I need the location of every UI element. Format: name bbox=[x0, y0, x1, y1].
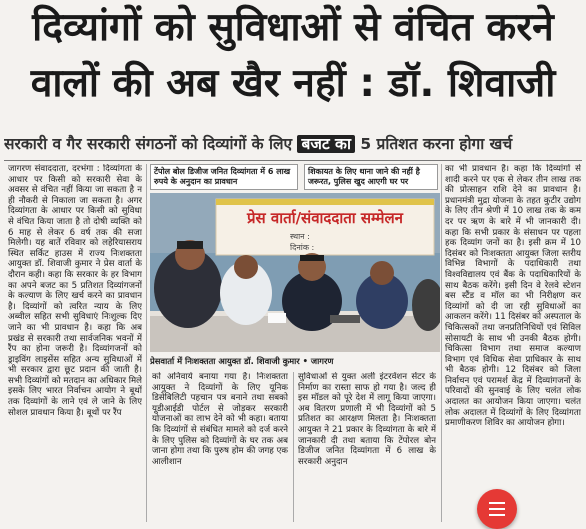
menu-button[interactable] bbox=[477, 489, 517, 529]
fact-box-grant: टेंपोल बोल डिजीज जनित दिव्यांगता में 6 लाख रुपये के अनुदान का प्रावधान bbox=[150, 164, 298, 190]
headline-divider bbox=[4, 160, 582, 161]
banner-date: दिनांक : bbox=[290, 243, 315, 252]
subheadline bbox=[4, 131, 582, 157]
banner-title: प्रेस वार्ता/संवाददाता सम्मेलन bbox=[247, 209, 403, 227]
headline-line-1: दिव्यांगों को सुविधाओं से वंचित करने bbox=[32, 5, 554, 50]
article-column-3 bbox=[298, 372, 436, 522]
fact-box-police: शिकायत के लिए थाना जाने की नहीं है जरूरत, पुलिस खुद आएगी घर पर bbox=[304, 164, 438, 190]
subheadline-text-start: सरकारी व गैर सरकारी संगठनों को दिव्यांगों के लिए bbox=[4, 135, 293, 153]
article-column-2 bbox=[152, 372, 288, 522]
subheadline-highlight: बजट का bbox=[297, 135, 354, 153]
menu-icon bbox=[489, 502, 505, 504]
banner-place: स्थान : bbox=[290, 232, 310, 241]
fact-boxes bbox=[150, 164, 440, 190]
column-divider bbox=[293, 372, 294, 522]
column-divider bbox=[146, 164, 147, 522]
headline-line-2: वालों की अब खैर नहीं : डॉ. शिवाजी bbox=[30, 61, 556, 106]
column-1-text: जागरण संवाददाता, दरभंगा : दिव्यांगता के आधार पर किसी को सरकारी सेवा के अवसर से वंचित नहीं किया जा सकता है न ही नौकरी से निकाला जा सकता है। अगर दिव्यांगता के आधार पर किसी को सुविधा से वंचित किया जाता है तो दोषी व्यक्ति को 6 माह से लेकर 6 वर्ष तक की सजा मिलेगी। यह बातें रविवार को लहेरियासराय स्थित सर्किट हाउस में राज्य निःशक्तता आयुक्त डॉ. शिवाजी कुमार ने प्रेस वार्ता के दौरान कही। कहा कि सरकार के हर विभाग का अपने बजट का 5 प्रतिशत दिव्यांगजनों के कल्याण के लिए खर्च करने का प्रावधान है। दिव्यांगों को त्वरित न्याय के लिए अब्वील सहित सभी सुविधाएं निःशुल्क दिए जाने का भी प्रावधान है। कहा कि अब प्रखंड से सरकारी तथा सार्वजनिक भवनों में रैंप का होना जरूरी है। दिव्यांगजनों को ड्राइविंग लाइसेंस सहित अन्य सुविधाओं में भी सरकार द्वारा छूट प्रदान की जाती है। सभी दिव्यांगों को मतदान का अधिकार मिले इसके लिए भारत निर्वाचन आयोग ने बूथों तक दिव्यांगों के लाने एवं ले जाने के लिए सोशल प्रावधान किया है। बूथों पर रैंप bbox=[8, 164, 142, 418]
press-conference-photo bbox=[150, 193, 440, 352]
article-column-1 bbox=[8, 164, 142, 522]
photo-caption: प्रेसवार्ता में निःशक्तता आयुक्त डॉ. शिवाजी कुमार • जागरण bbox=[150, 356, 334, 366]
article-column-4 bbox=[445, 164, 581, 522]
column-4-text: का भी प्रावधान है। कहा कि दिव्यांगों से शादी करने पर एक से लेकर तीन लाख तक की प्रोत्साहन राशि देने का प्रावधान है। प्रधानमंत्री मुद्रा योजना के तहत कुटीर उद्योग के लिए तीन श्रेणी में 10 लाख तक के कम दर पर ऋण के बारे में भी जानकारी दी। कहा कि सभी प्रकार के संसाधन पर पहला हक दिव्यांग जनों का है। इसी क्रम में 10 दिसंबर को निःशक्तता आयुक्त जिला स्तरीय विभिन्न विभागों के पदाधिकारी तथा विश्वविद्यालय एवं बैंक के पदाधिकारियों के साथ बैठक करेंगे। इसी दिन वे रेलवे स्टेशन बस स्टैंड व मॉल का भी निरीक्षण कर दिव्यांगों को दी जा रही सुविधाओं का आकलन करेंगे। 11 दिसंबर को अस्पताल के चिकित्सकों तथा जनप्रतिनिधियों एवं सिविल सोसायटी के साथ भी उनकी बैठक होगी। चिकित्सा विभाग तथा समाज कल्याण विभाग एवं विधिक सेवा प्राधिकार के साथ भी बैठक होगी। 12 दिसंबर को जिला निर्वाचन एवं परामर्श केंद्र में दिव्यांगजनों के परिवादों की सुनवाई के लिए चलंत लोक अदालत का आयोजन किया जाएगा। चलंत लोक अदालत में दिव्यांगों के लिए दिव्यांगता प्रमाणीकरण शिविर का आयोजन होगा। bbox=[445, 164, 581, 429]
menu-icon-line bbox=[489, 508, 505, 510]
subheadline-text-end: 5 प्रतिशत करना होगा खर्च bbox=[360, 135, 513, 153]
column-2-text: को अनिवार्य बनाया गया है। निःशक्तता आयुक्त ने दिव्यांगों के लिए यूनिक डिसेबिलिटी पहचान पत्र बनाने तथा सबको यूडीआईडी पोर्टल से जोड़कर सरकारी योजनाओं का लाभ देने को भी कहा। बताया कि दिव्यांगों से संबंधित मामले को दर्ज करने के लिए पुलिस को दिव्यांगों के घर तक अब जाना होगा तथा कि पुरुष होम की जगह एक आलीशान bbox=[152, 372, 288, 467]
press-photo-illustration bbox=[150, 193, 440, 352]
menu-icon-line bbox=[489, 514, 505, 516]
column-divider bbox=[441, 164, 442, 522]
column-3-text: सुविधाओं से युक्त अर्ली इंटरवेंशन सेंटर के निर्माण का रास्ता साफ हो गया है। जल्द ही इस मॉडल को पूरे देश में लागू किया जाएगा। अब वितरण प्रणाली में भी दिव्यांगों को 5 प्रतिशत का आरक्षण मिलता है। निःशक्तता आयुक्त ने 21 प्रकार के दिव्यांगता के बारे में जानकारी दी तथा बताया कि टेंपोरल बोन डिजीज जनित दिव्यांगता में 6 लाख के सरकारी अनुदान bbox=[298, 372, 436, 467]
